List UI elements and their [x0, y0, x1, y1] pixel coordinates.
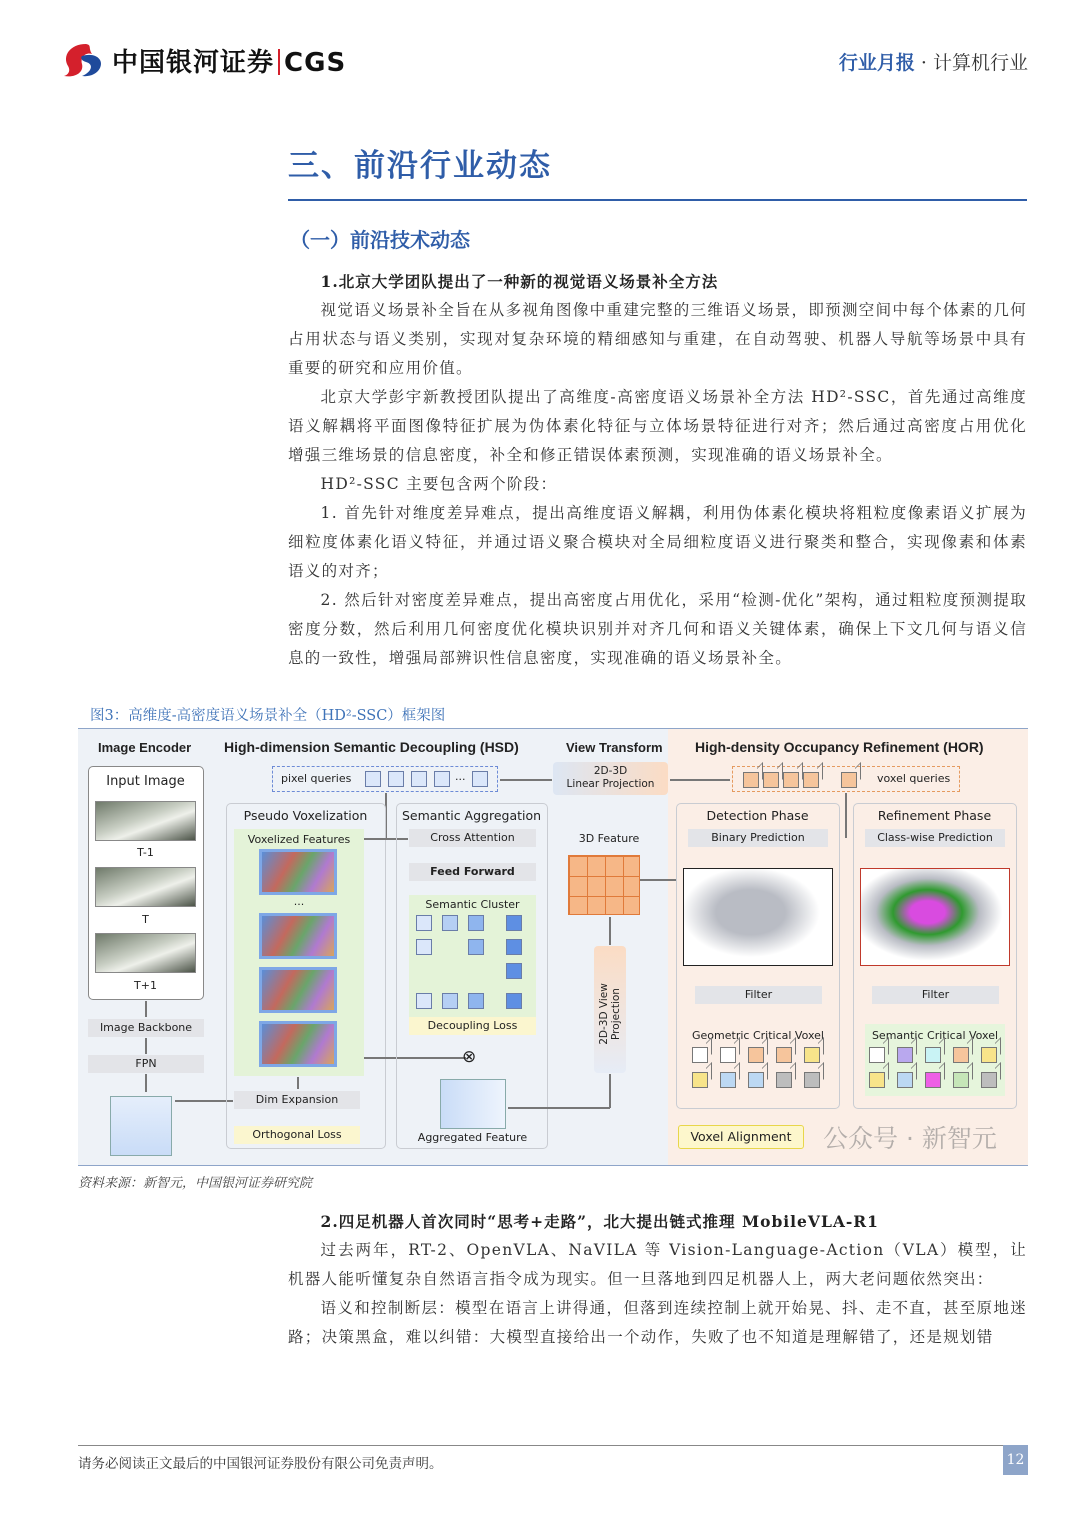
cgs-logo-icon — [62, 42, 104, 78]
semantic-voxel-cube — [925, 1047, 941, 1063]
linear-projection-box — [553, 762, 668, 795]
article-2-heading: 2.四足机器人首次同时“思考+走路”，北大提出链式推理 MobileVLA-R1 — [320, 1212, 879, 1231]
paragraph: 视觉语义场景补全旨在从多视角图像中重建完整的三维语义场景，即预测空间中每个体素的几何占用状态与语义类别，实现对复杂环境的精细感知与重建，在自动驾驶、机器人导航等场景中具有重要的研究和应用价值。 — [288, 301, 1027, 377]
brand-name: 中国银河证券 — [112, 48, 275, 78]
image-backbone-box: Image Backbone — [88, 1019, 204, 1037]
cluster-square — [442, 993, 458, 1009]
voxel-feature-map — [259, 967, 337, 1013]
pixel-queries-box — [272, 766, 498, 792]
section-divider — [288, 199, 1027, 201]
linear-projection-label: 2D-3D — [593, 765, 628, 777]
geometric-voxel-cube — [748, 1072, 764, 1088]
voxel-query-cube — [743, 772, 759, 788]
3d-feature-label: 3D Feature — [578, 832, 640, 845]
ellipsis: ... — [293, 895, 305, 908]
arrow — [508, 1107, 610, 1109]
refinement-phase-label: Refinement Phase — [877, 808, 992, 823]
voxel-query-cube — [803, 772, 819, 788]
geometric-voxel-cube — [692, 1072, 708, 1088]
cluster-square — [506, 939, 522, 955]
view-transform-title: View Transform — [566, 740, 663, 755]
hd2-ssc-framework-figure — [78, 728, 1028, 1166]
cluster-square — [506, 963, 522, 979]
cluster-square — [468, 993, 484, 1009]
voxel-queries-label: voxel queries — [877, 772, 951, 785]
geometric-voxel-cube — [776, 1072, 792, 1088]
geometric-voxel-label: Geometric Critical Voxel — [692, 1029, 824, 1042]
cluster-square — [416, 939, 432, 955]
arrow — [845, 793, 847, 838]
cluster-square — [468, 915, 484, 931]
cluster-square — [468, 939, 484, 955]
hor-title: High-density Occupancy Refinement (HOR) — [695, 739, 984, 755]
header-separator: · — [920, 52, 927, 74]
classwise-prediction-box: Class-wise Prediction — [865, 829, 1005, 847]
semantic-voxel-cube — [869, 1072, 885, 1088]
orthogonal-loss-box: Orthogonal Loss — [234, 1126, 360, 1144]
aggregated-feature-cube — [440, 1079, 506, 1129]
ellipsis: ... — [455, 770, 466, 783]
voxel-query-cube — [841, 772, 857, 788]
query-square — [434, 771, 450, 787]
frame-label: T-1 — [137, 846, 154, 859]
linear-projection-label: Linear Projection — [566, 778, 655, 790]
semantic-voxel-cube — [925, 1072, 941, 1088]
frame-label: T — [142, 913, 149, 926]
frame-photo — [95, 867, 196, 907]
semantic-voxel-cube — [869, 1047, 885, 1063]
figure-caption: 图3：高维度-高密度语义场景补全（HD²-SSC）框架图 — [90, 708, 446, 724]
cluster-square — [506, 915, 522, 931]
filter-box: Filter — [872, 986, 999, 1004]
fpn-box: FPN — [88, 1055, 204, 1073]
paragraph: 过去两年，RT-2、OpenVLA、NaVILA 等 Vision-Language-Action（VLA）模型，让机器人能听懂复杂自然语言指令成为现实。但一旦落地到四足机器人上，两大老问题依然突出： — [288, 1241, 1027, 1288]
arrow — [145, 1001, 147, 1017]
feed-forward-box: Feed Forward — [409, 863, 536, 881]
arrow — [609, 1074, 611, 1108]
hsd-title: High-dimension Semantic Decoupling (HSD) — [224, 739, 519, 755]
paragraph: 北京大学彭宇新教授团队提出了高维度-高密度语义场景补全方法 HD²-SSC，首先通过高维度语义解耦将平面图像特征扩展为伪体素化特征与立体场景特征进行对齐；然后通过高密度占用优化增强三维场景的信息密度，补全和修正错误体素预测，实现准确的语义场景补全。 — [288, 388, 1027, 464]
geometric-voxel-cube — [748, 1047, 764, 1063]
paragraph: 1. 首先针对维度差异难点，提出高维度语义解耦，利用伪体素化模块将粗粒度像素语义扩展为细粒度体素化语义特征，并通过语义聚合模块对全局细粒度语义进行聚类和整合，实现像素和体素语义的对齐； — [288, 504, 1027, 580]
brand-name-en: CGS — [284, 48, 347, 78]
page-number: 12 — [1003, 1445, 1028, 1475]
industry-label: 计算机行业 — [932, 52, 1028, 74]
3d-feature-cube — [568, 855, 640, 915]
filter-box: Filter — [695, 986, 822, 1004]
brand-divider — [278, 49, 280, 75]
arrow — [609, 917, 611, 945]
paragraph: 2. 然后针对密度差异难点，提出高密度占用优化，采用“检测-优化”架构，通过粗粒度预测提取密度分数，然后利用几何密度优化模块识别并对齐几何和语义关键体素，确保上下文几何与语义信息的一致性，增强局部辨识性信息密度，实现准确的语义场景补全。 — [288, 591, 1027, 667]
voxel-feature-map — [259, 913, 337, 959]
query-square — [365, 771, 381, 787]
voxel-query-cube — [763, 772, 779, 788]
arrow — [640, 879, 676, 881]
report-header — [839, 48, 1028, 75]
semantic-occupancy-render — [860, 868, 1010, 966]
semantic-cluster-label: Semantic Cluster — [425, 898, 520, 911]
cluster-square — [416, 993, 432, 1009]
view-projection-box — [594, 946, 626, 1073]
arrow — [175, 1100, 233, 1102]
dim-expansion-box: Dim Expansion — [234, 1091, 360, 1109]
pixel-queries-label: pixel queries — [281, 772, 352, 785]
frame-photo — [95, 801, 196, 841]
frame-photo — [95, 933, 196, 973]
article-1-heading: 1.北京大学团队提出了一种新的视觉语义场景补全方法 — [320, 272, 719, 291]
image-encoder-title: Image Encoder — [98, 740, 192, 755]
binary-prediction-box: Binary Prediction — [688, 829, 828, 847]
voxel-query-cube — [783, 772, 799, 788]
brand-logo-text — [112, 42, 346, 79]
section-subtitle: （一）前沿技术动态 — [290, 228, 470, 252]
article-2 — [288, 1207, 1027, 1352]
semantic-voxel-cube — [953, 1072, 969, 1088]
cluster-square — [416, 915, 432, 931]
query-square — [472, 771, 488, 787]
footer-divider — [78, 1445, 1028, 1446]
decoupling-loss-box: Decoupling Loss — [409, 1017, 536, 1035]
geometric-voxel-cube — [720, 1072, 736, 1088]
detection-phase-label: Detection Phase — [706, 808, 809, 823]
cluster-square — [506, 993, 522, 1009]
voxelized-features-label: Voxelized Features — [247, 833, 351, 846]
arrow — [145, 1038, 147, 1054]
semantic-voxel-cube — [981, 1072, 997, 1088]
semantic-voxel-label: Semantic Critical Voxel — [871, 1029, 999, 1042]
input-image-label: Input Image — [106, 774, 185, 789]
query-square — [388, 771, 404, 787]
watermark: 公众号 · 新智元 — [823, 1124, 997, 1153]
geometric-voxel-cube — [776, 1047, 792, 1063]
paragraph: HD²-SSC 主要包含两个阶段： — [320, 475, 558, 493]
arrow — [500, 779, 552, 781]
paragraph: 语义和控制断层：模型在语言上讲得通，但落到连续控制上就开始晃、抖、走不直，甚至原地迷路；决策黑盒，难以纠错：大模型直接给出一个动作，失败了也不知道是理解错了，还是规划错 — [288, 1299, 1027, 1346]
footer-disclaimer: 请务必阅读正文最后的中国银河证券股份有限公司免责声明。 — [78, 1456, 443, 1472]
image-feature-cube — [110, 1096, 172, 1156]
pseudo-voxelization-label: Pseudo Voxelization — [243, 808, 368, 823]
figure-source: 资料来源：新智元，中国银河证券研究院 — [78, 1176, 313, 1191]
voxel-feature-map — [259, 1021, 337, 1067]
cluster-square — [442, 915, 458, 931]
aggregated-feature-label: Aggregated Feature — [417, 1131, 528, 1144]
voxel-queries-box — [732, 766, 960, 792]
article-1 — [288, 267, 1027, 673]
geometric-voxel-cube — [804, 1072, 820, 1088]
semantic-aggregation-label: Semantic Aggregation — [401, 808, 542, 823]
arrow — [145, 1074, 147, 1092]
voxel-feature-map — [259, 849, 337, 895]
semantic-voxel-cube — [897, 1072, 913, 1088]
arrow — [670, 779, 730, 781]
semantic-voxel-cube — [981, 1047, 997, 1063]
arrow — [297, 1077, 299, 1089]
section-title: 三、前沿行业动态 — [288, 148, 552, 184]
semantic-voxel-cube — [953, 1047, 969, 1063]
semantic-voxel-cube — [897, 1047, 913, 1063]
geometric-voxel-cube — [692, 1047, 708, 1063]
voxel-alignment-box: Voxel Alignment — [678, 1125, 804, 1149]
report-type: 行业月报 — [838, 52, 915, 74]
frame-label: T+1 — [134, 979, 157, 992]
binary-occupancy-render — [683, 868, 833, 966]
view-projection-label: 2D-3D View Projection — [598, 983, 622, 1045]
geometric-voxel-cube — [804, 1047, 820, 1063]
geometric-voxel-cube — [720, 1047, 736, 1063]
query-square — [411, 771, 427, 787]
cross-attention-box: Cross Attention — [409, 829, 536, 847]
multiply-operator-icon: ⊗ — [462, 1047, 477, 1067]
